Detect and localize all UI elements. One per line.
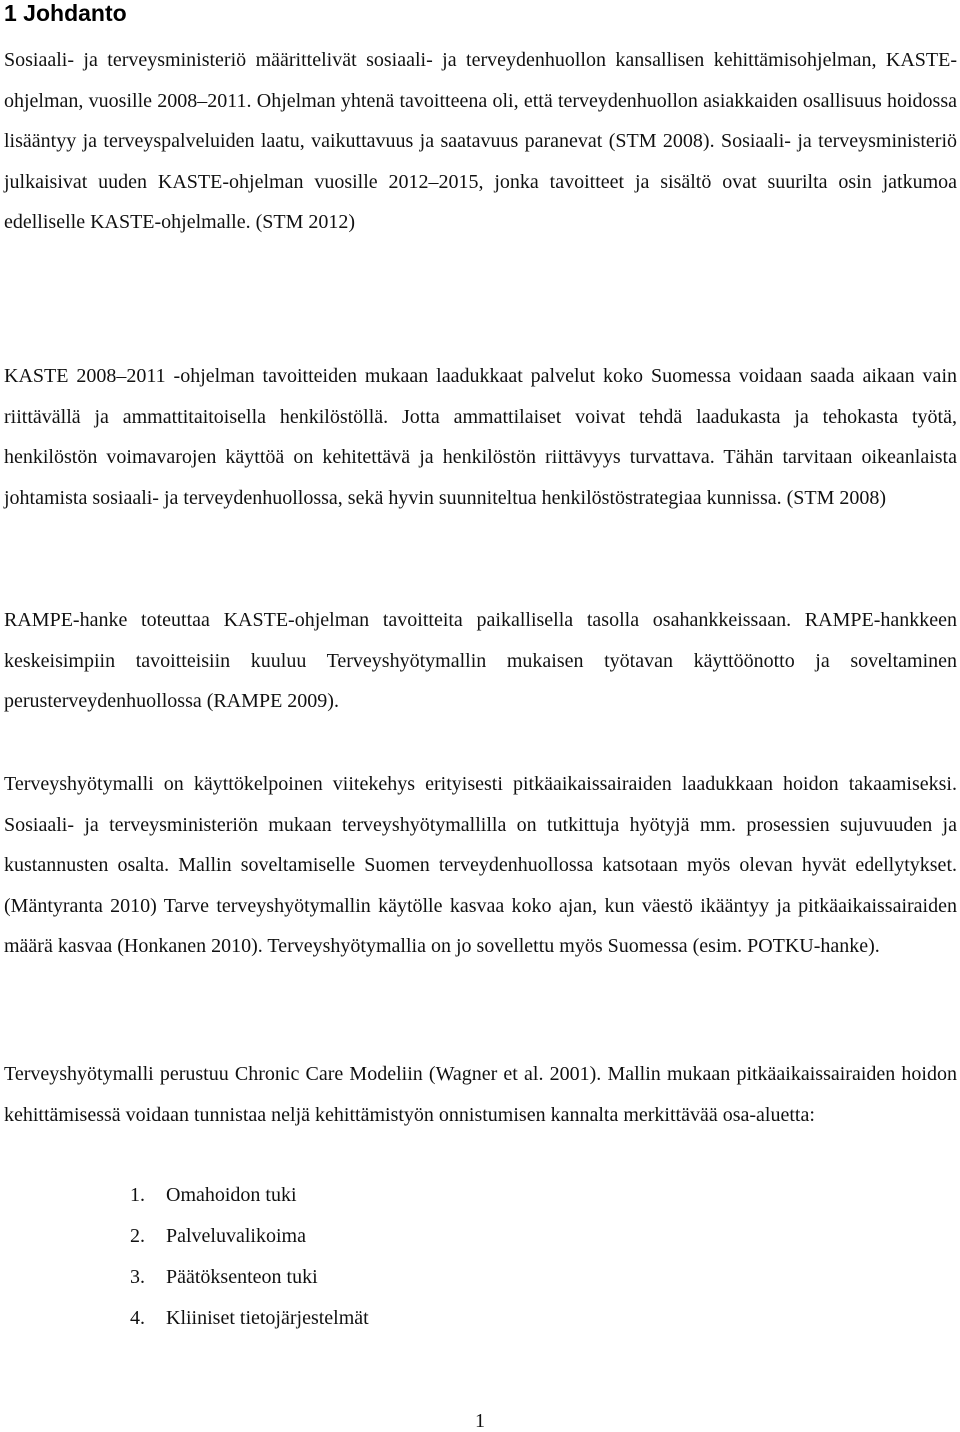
numbered-list [130, 1175, 369, 1339]
paragraph-chronic-care-model: Terveyshyötymalli perustuu Chronic Care Modeliin (Wagner et al. 2001). Mallin mukaan pitkäaikaissairaiden hoidon kehittämisessä voidaan tunnistaa neljä kehittämistyön onnistumisen kannalta merkittävää osa-aluetta: [4, 1063, 957, 1126]
list-item-number: 1. [130, 1184, 145, 1206]
list-item [130, 1216, 369, 1257]
list-item [130, 1257, 369, 1298]
list-item-number: 3. [130, 1266, 145, 1288]
page-number: 1 [475, 1410, 485, 1432]
section-heading: 1 Johdanto [4, 0, 127, 26]
list-item-text: Päätöksenteon tuki [166, 1266, 318, 1288]
list-item-text: Palveluvalikoima [166, 1225, 306, 1247]
paragraph-kaste-intro: Sosiaali- ja terveysministeriö määrittelivät sosiaali- ja terveydenhuollon kansallisen kehittämisohjelman, KASTE-ohjelman, vuosille 2008–2011. Ohjelman yhtenä tavoitteena oli, että terveydenhuollon asiakkaiden osallisuus hoidossa lisääntyy ja terveyspalveluiden laatu, vaikuttavuus ja saatavuus paranevat (STM 2008). Sosiaali- ja terveysministeriö julkaisivat uuden KASTE-ohjelman vuosille 2012–2015, jonka tavoitteet ja sisältö ovat suurilta osin jatkumoa edelliselle KASTE-ohjelmalle. (STM 2012) [4, 49, 957, 233]
list-item-text: Omahoidon tuki [166, 1184, 297, 1206]
list-item-text: Kliiniset tietojärjestelmät [166, 1307, 369, 1329]
list-item [130, 1175, 369, 1216]
list-item [130, 1298, 369, 1339]
paragraph-terveyshyotymalli: Terveyshyötymalli on käyttökelpoinen viitekehys erityisesti pitkäaikaissairaiden laadukkaan hoidon takaamiseksi. Sosiaali- ja terveysministeriön mukaan terveyshyötymallilla on tutkittuja hyötyjä mm. prosessien sujuvuuden ja kustannusten osalta. Mallin soveltamiselle Suomen terveydenhuollossa katsotaan myös olevan hyvät edellytykset. (Mäntyranta 2010) Tarve terveyshyötymallin käytölle kasvaa koko ajan, kun väestö ikääntyy ja pitkäaikaissairaiden määrä kasvaa (Honkanen 2010). Terveyshyötymallia on jo sovellettu myös Suomessa (esim. POTKU-hanke). [4, 773, 957, 957]
list-item-number: 4. [130, 1307, 145, 1329]
paragraph-kaste-goals: KASTE 2008–2011 -ohjelman tavoitteiden mukaan laadukkaat palvelut koko Suomessa voidaan saada aikaan vain riittävällä ja ammattitaitoisella henkilöstöllä. Jotta ammattilaiset voivat tehdä laadukasta ja tehokasta työtä, henkilöstön voimavarojen käyttöä on kehitettävä ja henkilöstön riittävyys turvattava. Tähän tarvitaan oikeanlaista johtamista sosiaali- ja terveydenhuollossa, sekä hyvin suunniteltua henkilöstöstrategiaa kunnissa. (STM 2008) [4, 365, 957, 509]
paragraph-rampe: RAMPE-hanke toteuttaa KASTE-ohjelman tavoitteita paikallisella tasolla osahankkeissaan. RAMPE-hankkeen keskeisimpiin tavoitteisiin kuuluu Terveyshyötymallin mukaisen työtavan käyttöönotto ja soveltaminen perusterveydenhuollossa (RAMPE 2009). [4, 609, 957, 712]
list-item-number: 2. [130, 1225, 145, 1247]
